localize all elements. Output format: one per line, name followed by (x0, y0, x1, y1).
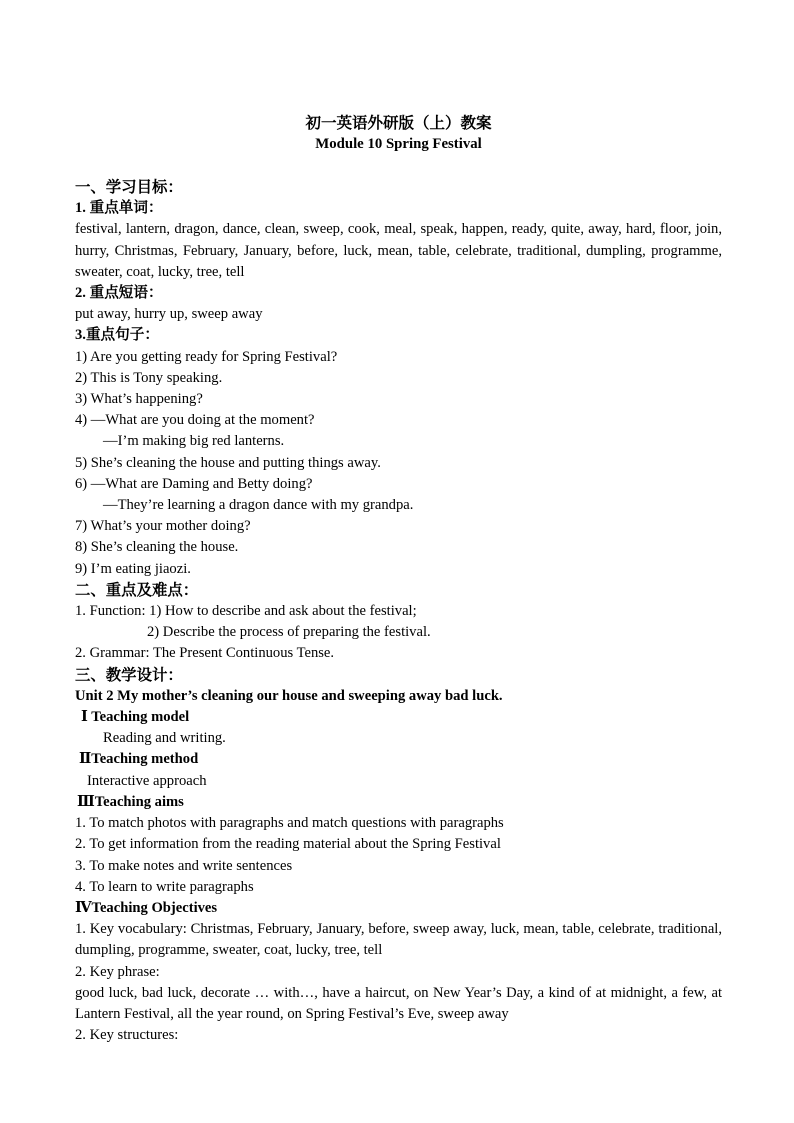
doc-line: 2) Describe the process of preparing the festival. (147, 624, 431, 641)
doc-line: ⅣTeaching Objectives (75, 899, 218, 916)
doc-line: 4) —What are you doing at the moment? (75, 412, 315, 429)
doc-line: 6) —What are Daming and Betty doing? (75, 475, 313, 492)
doc-line: 1) Are you getting ready for Spring Festival? (75, 348, 338, 365)
doc-line: 2. Key structures: (75, 1027, 179, 1044)
doc-line: Unit 2 My mother’s cleaning our house and sweeping away bad luck. (75, 687, 503, 704)
doc-content (75, 177, 722, 1046)
doc-line: good luck, bad luck, decorate … with…, have a haircut, on New Year’s Day, a kind of at midnight, a few, at Lantern Festival, all the year round, on Spring Festival’s Eve, sweep away (75, 984, 722, 1022)
doc-line: 3.重点句子： (75, 327, 159, 344)
doc-line: 2. Grammar: The Present Continuous Tense. (75, 645, 335, 662)
doc-line: 7) What’s your mother doing? (75, 518, 251, 535)
doc-line: 9) I’m eating jiaozi. (75, 560, 191, 577)
doc-line: 2. Key phrase: (75, 963, 160, 980)
doc-line: 4. To learn to write paragraphs (75, 878, 254, 895)
doc-line: 1. Function: 1) How to describe and ask about the festival; (75, 603, 417, 620)
doc-title: 初一英语外研版（上）教案 (305, 115, 492, 132)
doc-line: 2. 重点短语： (75, 285, 163, 302)
doc-line: 1. To match photos with paragraphs and match questions with paragraphs (75, 815, 504, 832)
doc-line: ⅡTeaching method (79, 751, 199, 768)
doc-line: 三、教学设计： (75, 666, 183, 684)
doc-line: —I’m making big red lanterns. (103, 433, 285, 450)
doc-subtitle: Module 10 Spring Festival (315, 136, 482, 152)
doc-line: put away, hurry up, sweep away (75, 306, 263, 323)
doc-line: 2) This is Tony speaking. (75, 369, 223, 386)
doc-line: 二、重点及难点： (75, 581, 199, 599)
doc-line: festival, lantern, dragon, dance, clean, sweep, cook, meal, speak, happen, ready, quite, away, hard, floor, join, hurry, Christmas, February, January, before, luck, mean, table, celebrate, traditional, dumpling, programme, sweater, coat, lucky, tree, tell (75, 221, 722, 280)
doc-line: 1. 重点单词： (75, 200, 163, 217)
doc-line: 2. To get information from the reading material about the Spring Festival (75, 836, 501, 853)
doc-line: 5) She’s cleaning the house and putting things away. (75, 454, 381, 471)
doc-line: 3) What’s happening? (75, 391, 203, 408)
doc-line: 1. Key vocabulary: Christmas, February, January, before, sweep away, luck, mean, table, celebrate, traditional, dumpling, programme, sweater, coat, lucky, tree, tell (75, 921, 722, 959)
doc-line: ⅢTeaching aims (77, 793, 184, 810)
doc-line: 8) She’s cleaning the house. (75, 539, 239, 556)
doc-line: 一、学习目标： (75, 179, 183, 196)
doc-line: 3. To make notes and write sentences (75, 857, 293, 874)
doc-line: —They’re learning a dragon dance with my grandpa. (103, 497, 414, 514)
doc-line: Reading and writing. (103, 730, 226, 747)
doc-line: Interactive approach (87, 772, 207, 789)
doc-line: Ⅰ Teaching model (81, 709, 190, 726)
